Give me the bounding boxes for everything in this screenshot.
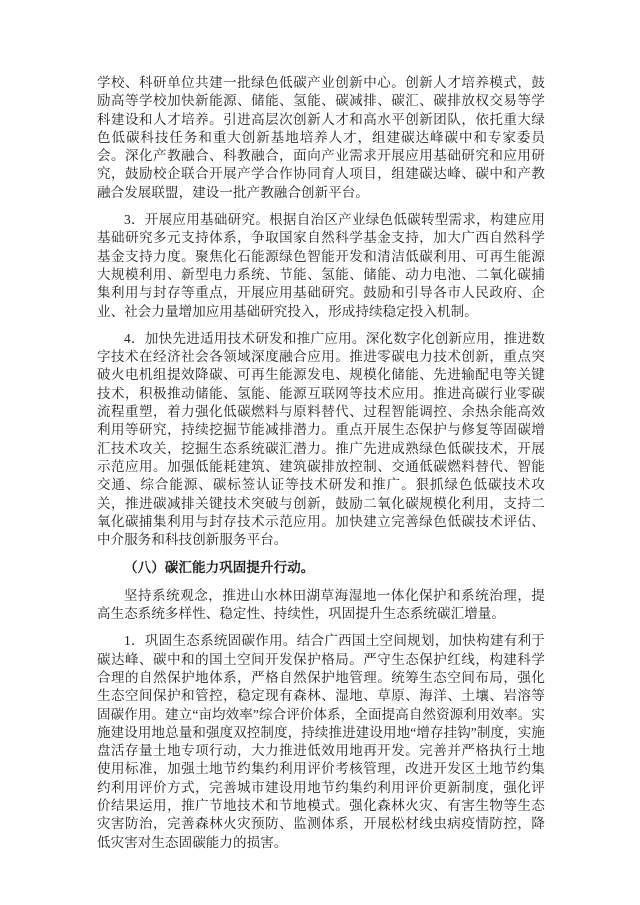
body-paragraph-continuation: 学校、科研单位共建一批绿色低碳产业创新中心。创新人才培养模式，鼓励高等学校加快新能源、储能、氢能、碳减排、碳汇、碳排放权交易等学科建设和人才培养。引进高层次创新人才和高水平创新团队，依托重大绿色低碳科技任务和重大创新基地培养人才，组建碳达峰碳中和专家委员会。深化产教融合、科教融合，面向产业需求开展应用基础研究和应用研究，鼓励校企联合开展产学合作协同育人项目，组建碳达峰、碳中和产教融合发展联盟，建设一批产教融合创新平台。 xyxy=(97,75,545,200)
document-page xyxy=(97,74,545,861)
body-paragraph-principle: 坚持系统观念，推进山水林田湖草海湿地一体化保护和系统治理，提高生态系统多样性、稳定性、持续性，巩固提升生态系统碳汇增量。 xyxy=(97,587,545,622)
body-paragraph-item-4: 4．加快先进适用技术研发和推广应用。深化数字化创新应用，推进数字技术在经济社会各领域深度融合应用。推进零碳电力技术创新，重点突破火电机组提效降碳、可再生能源发电、规模化储能、先进输配电等关键技术，积极推动储能、氢能、能源互联网等技术应用。推进高碳行业零碳流程重塑，着力强化低碳燃料与原料替代、过程智能调控、余热余能高效利用等研究，持续挖掘节能减排潜力。重点开展生态保护与修复等固碳增汇技术攻关，挖掘生态系统碳汇潜力。推广先进成熟绿色低碳技术，开展示范应用。加强低能耗建筑、建筑碳排放控制、交通低碳燃料替代、智能交通、综合能源、碳标签认证等技术研发和推广。狠抓绿色低碳技术攻关，推进碳减排关键技术突破与创新，鼓励二氧化碳规模化利用，支持二氧化碳捕集利用与封存技术示范应用。加快建立完善绿色低碳技术评估、中介服务和科技创新服务平台。 xyxy=(97,330,545,548)
body-paragraph-item-3: 3．开展应用基础研究。根据自治区产业绿色低碳转型需求，构建应用基础研究多元支持体系，争取国家自然科学基金支持，加大广西自然科学基金支持力度。聚焦化石能源绿色智能开发和清洁低碳利用、可再生能源大规模利用、新型电力系统、节能、氢能、储能、动力电池、二氧化碳捕集利用与封存等重点，开展应用基础研究。鼓励和引导各市人民政府、企业、社会力量增加应用基础研究投入，形成持续稳定投入机制。 xyxy=(97,212,545,319)
section-heading-8: （八）碳汇能力巩固提升行动。 xyxy=(124,560,315,576)
body-paragraph-item-1: 1．巩固生态系统固碳作用。结合广西国土空间规划，加快构建有利于碳达峰、碳中和的国土空间开发保护格局。严守生态保护红线，构建科学合理的自然保护地体系，严格自然保护地管理。统筹生态空间布局，强化生态空间保护和管控，稳定现有森林、湿地、草原、海洋、土壤、岩溶等固碳作用。建立“亩均效率”综合评价体系，全面提高自然资源利用效率。实施建设用地总量和强度双控制度，持续推进建设用地“增存挂钩”制度，实施盘活存量土地专项行动，大力推进低效用地再开发。完善并严格执行土地使用标准，加强土地节约集约利用评价考核管理，改进开发区土地节约集约利用评价方式，完善城市建设用地节约集约利用评价更新制度，强化评价结果运用，推广节地技术和节地模式。强化森林火灾、有害生物等生态灾害防治，完善森林火灾预防、监测体系，开展松材线虫病疫情防控，降低灾害对生态固碳能力的损害。 xyxy=(97,633,545,850)
